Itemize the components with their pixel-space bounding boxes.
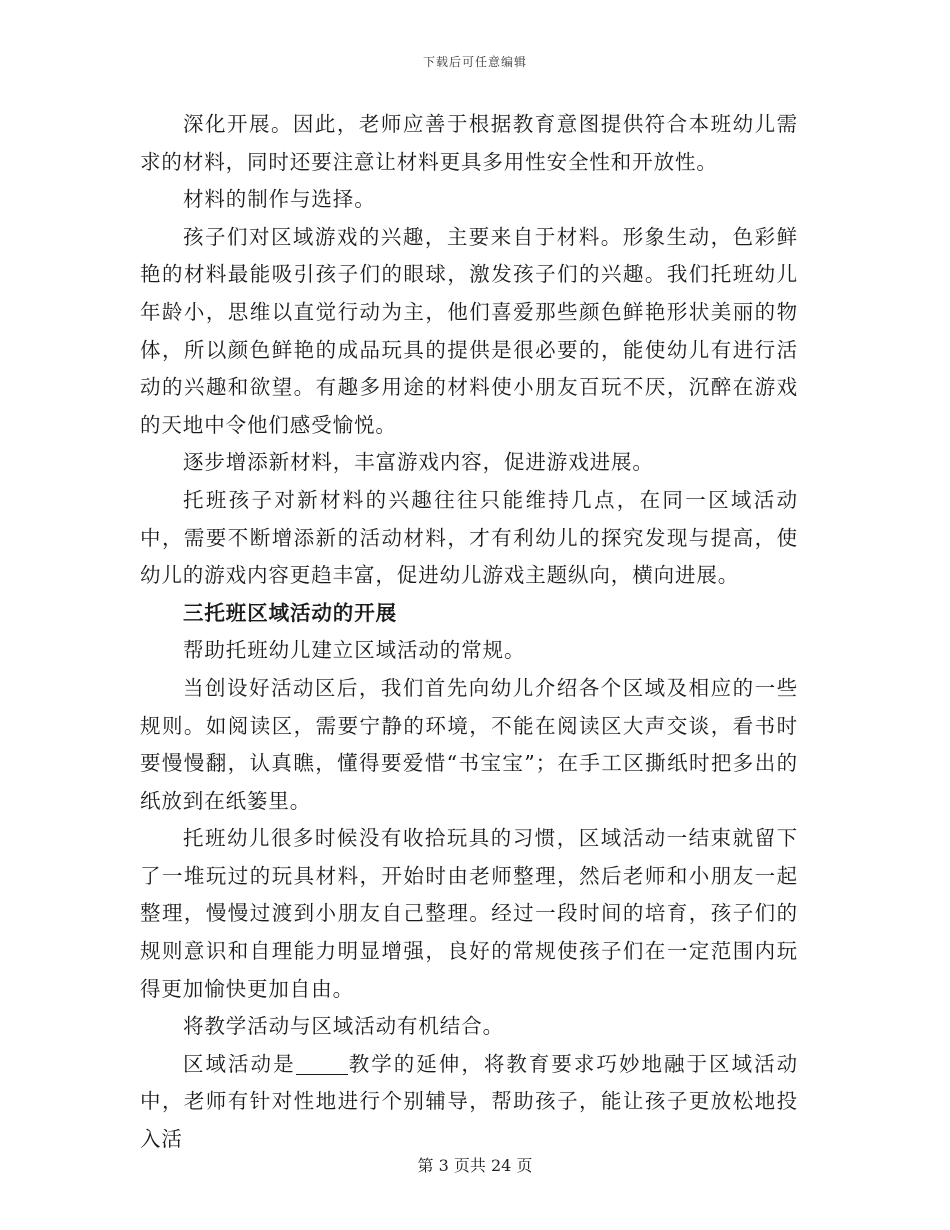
section-heading: 三托班区域活动的开展 (183, 600, 397, 625)
paragraph: 托班孩子对新材料的兴趣往往只能维持几点，在同一区域活动中，需要不断增添新的活动材料，才有利幼儿的探究发现与提高，使幼儿的游戏内容更趋丰富，促进幼儿游戏主题纵向，横向进展。 (140, 487, 798, 588)
page-footer: 第 3 页共 24 页 (417, 1156, 533, 1175)
paragraph: 孩子们对区域游戏的兴趣，主要来自于材料。形象生动，色彩鲜艳的材料最能吸引孩子们的眼球，激发孩子们的兴趣。我们托班幼儿年龄小，思维以直觉行动为主，他们喜爱那些颜色鲜艳形状美丽的物体，所以颜色鲜艳的成品玩具的提供是很必要的，能使幼儿有进行活动的兴趣和欲望。有趣多用途的材料使小朋友百玩不厌，沉醉在游戏的天地中令他们感受愉悦。 (140, 224, 798, 437)
paragraph (140, 1046, 798, 1159)
paragraph-text-start: 区域活动是 (183, 1051, 296, 1076)
paragraph-text-end: 教学的延伸，将教育要求巧妙地融于区域活动中，老师有针对性地进行个别辅导，帮助孩子，能让孩子更放松地投入活 (140, 1051, 799, 1152)
page-header: 下载后可任意编辑 (422, 55, 527, 69)
fill-in-blank (296, 1054, 348, 1075)
paragraph: 将教学活动与区域活动有机结合。 (183, 1014, 504, 1039)
document-body (140, 106, 798, 1159)
paragraph: 帮助托班幼儿建立区域活动的常规。 (183, 638, 526, 663)
paragraph: 逐步增添新材料，丰富游戏内容，促进游戏进展。 (183, 450, 654, 475)
paragraph: 托班幼儿很多时候没有收拾玩具的习惯，区域活动一结束就留下了一堆玩过的玩具材料，开始时由老师整理，然后老师和小朋友一起整理，慢慢过渡到小朋友自己整理。经过一段时间的培育，孩子们的规则意识和自理能力明显增强，良好的常规使孩子们在一定范围内玩得更加愉快更加自由。 (140, 826, 798, 1001)
paragraph: 当创设好活动区后，我们首先向幼儿介绍各个区域及相应的一些规则。如阅读区，需要宁静的环境，不能在阅读区大声交谈，看书时要慢慢翻，认真瞧，懂得要爱惜“书宝宝”；在手工区撕纸时把多出的纸放到在纸篓里。 (140, 675, 798, 813)
paragraph: 材料的制作与选择。 (183, 187, 376, 212)
paragraph: 深化开展。因此，老师应善于根据教育意图提供符合本班幼儿需求的材料，同时还要注意让材料更具多用性安全性和开放性。 (140, 112, 798, 174)
